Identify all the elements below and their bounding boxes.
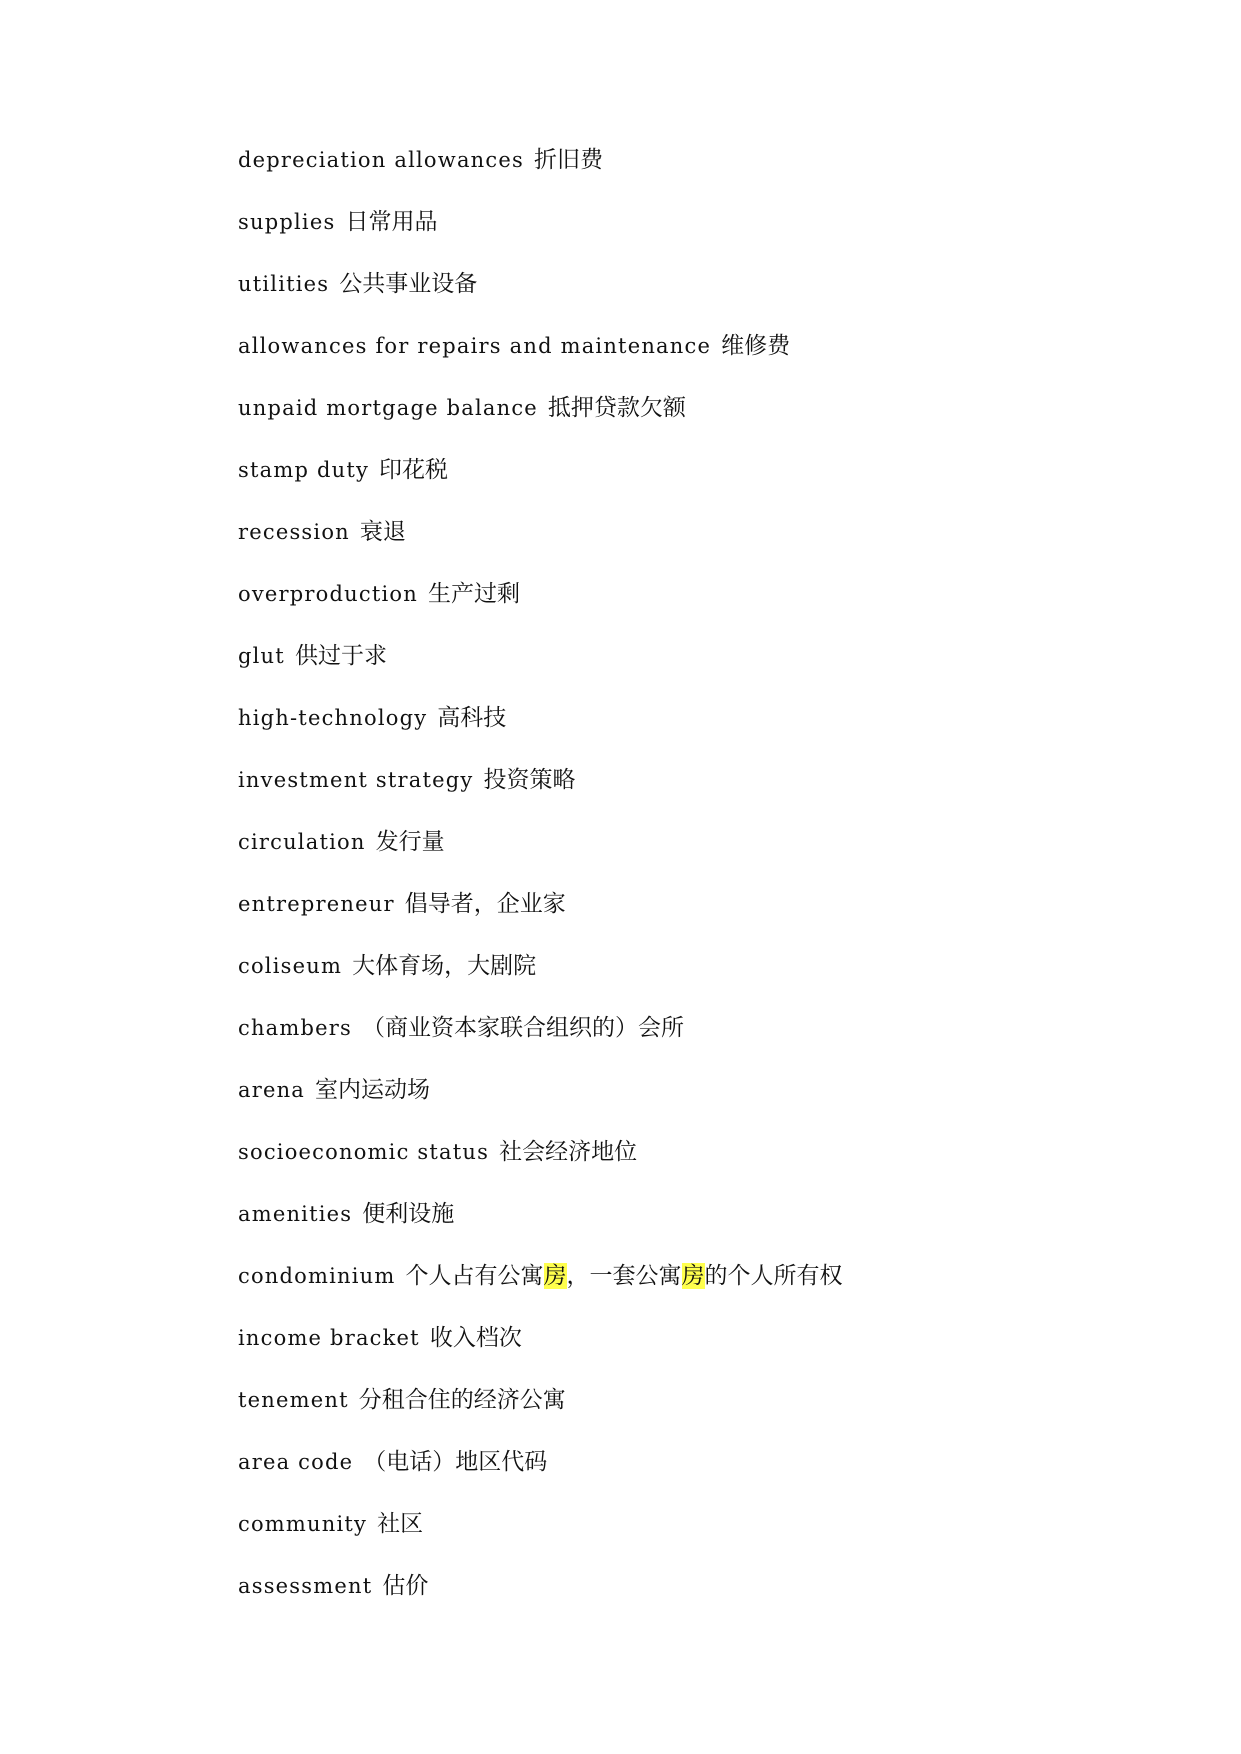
term-chinese: 社区 bbox=[377, 1511, 424, 1537]
term-english: entrepreneur bbox=[238, 892, 395, 916]
term-english: condominium bbox=[238, 1264, 396, 1288]
vocab-entry bbox=[238, 1138, 843, 1200]
vocab-entry bbox=[238, 208, 843, 270]
term-english: chambers bbox=[238, 1016, 353, 1040]
term-chinese: 估价 bbox=[382, 1573, 429, 1599]
search-highlight: 房 bbox=[543, 1263, 567, 1289]
term-chinese: 抵押贷款欠额 bbox=[547, 395, 686, 421]
term-english: amenities bbox=[238, 1202, 353, 1226]
term-chinese: 便利设施 bbox=[362, 1201, 455, 1227]
term-english: community bbox=[238, 1512, 368, 1536]
term-english: arena bbox=[238, 1078, 306, 1102]
term-chinese: 收入档次 bbox=[429, 1325, 522, 1351]
term-chinese: 倡导者，企业家 bbox=[404, 891, 566, 917]
term-english: area code bbox=[238, 1450, 354, 1474]
vocab-entry bbox=[238, 394, 843, 456]
term-english: income bracket bbox=[238, 1326, 420, 1350]
term-chinese: 社会经济地位 bbox=[499, 1139, 638, 1165]
vocab-entry bbox=[238, 332, 843, 394]
term-chinese: 供过于求 bbox=[294, 643, 387, 669]
vocab-entry bbox=[238, 270, 843, 332]
vocab-entry bbox=[238, 1200, 843, 1262]
meaning-text: 个人占有公寓 bbox=[405, 1263, 544, 1289]
term-chinese: 公共事业设备 bbox=[339, 271, 478, 297]
term-chinese: 日常用品 bbox=[345, 209, 438, 235]
term-english: circulation bbox=[238, 830, 366, 854]
term-chinese: 衰退 bbox=[359, 519, 406, 545]
vocab-entry bbox=[238, 890, 843, 952]
search-highlight: 房 bbox=[681, 1263, 705, 1289]
term-english: stamp duty bbox=[238, 458, 370, 482]
vocab-entry bbox=[238, 146, 843, 208]
term-chinese: （商业资本家联合组织的）会所 bbox=[362, 1015, 685, 1041]
term-english: assessment bbox=[238, 1574, 373, 1598]
meaning-text: ，一套公寓 bbox=[566, 1263, 682, 1289]
term-chinese: 高科技 bbox=[437, 705, 507, 731]
term-chinese bbox=[406, 1263, 843, 1289]
term-chinese: 生产过剩 bbox=[427, 581, 520, 607]
vocab-entry bbox=[238, 1448, 843, 1510]
term-english: overproduction bbox=[238, 582, 418, 606]
vocab-entry bbox=[238, 518, 843, 580]
term-english: depreciation allowances bbox=[238, 148, 524, 172]
term-chinese: 发行量 bbox=[375, 829, 445, 855]
term-english: recession bbox=[238, 520, 350, 544]
term-english: glut bbox=[238, 644, 285, 668]
term-english: tenement bbox=[238, 1388, 349, 1412]
vocab-entry bbox=[238, 1014, 843, 1076]
term-english: investment strategy bbox=[238, 768, 474, 792]
term-chinese: 分租合住的经济公寓 bbox=[358, 1387, 566, 1413]
term-chinese: 维修费 bbox=[721, 333, 791, 359]
vocab-entry bbox=[238, 580, 843, 642]
term-english: unpaid mortgage balance bbox=[238, 396, 538, 420]
vocab-entry bbox=[238, 1386, 843, 1448]
term-chinese: （电话）地区代码 bbox=[363, 1449, 548, 1475]
vocab-entry bbox=[238, 766, 843, 828]
vocab-entry bbox=[238, 456, 843, 518]
term-chinese: 室内运动场 bbox=[315, 1077, 431, 1103]
vocabulary-list bbox=[238, 146, 843, 1634]
term-chinese: 投资策略 bbox=[483, 767, 576, 793]
term-chinese: 折旧费 bbox=[533, 147, 603, 173]
term-english: coliseum bbox=[238, 954, 343, 978]
term-english: supplies bbox=[238, 210, 336, 234]
vocab-entry bbox=[238, 1262, 843, 1324]
term-english: socioeconomic status bbox=[238, 1140, 490, 1164]
meaning-text: 的个人所有权 bbox=[704, 1263, 843, 1289]
vocab-entry bbox=[238, 952, 843, 1014]
vocab-entry bbox=[238, 704, 843, 766]
term-chinese: 印花税 bbox=[379, 457, 449, 483]
vocab-entry bbox=[238, 642, 843, 704]
term-english: high-technology bbox=[238, 706, 428, 730]
vocab-entry bbox=[238, 1510, 843, 1572]
term-english: utilities bbox=[238, 272, 330, 296]
term-chinese: 大体育场，大剧院 bbox=[352, 953, 537, 979]
term-english: allowances for repairs and maintenance bbox=[238, 334, 712, 358]
vocab-entry bbox=[238, 828, 843, 890]
vocab-entry bbox=[238, 1324, 843, 1386]
vocab-entry bbox=[238, 1076, 843, 1138]
vocab-entry bbox=[238, 1572, 843, 1634]
